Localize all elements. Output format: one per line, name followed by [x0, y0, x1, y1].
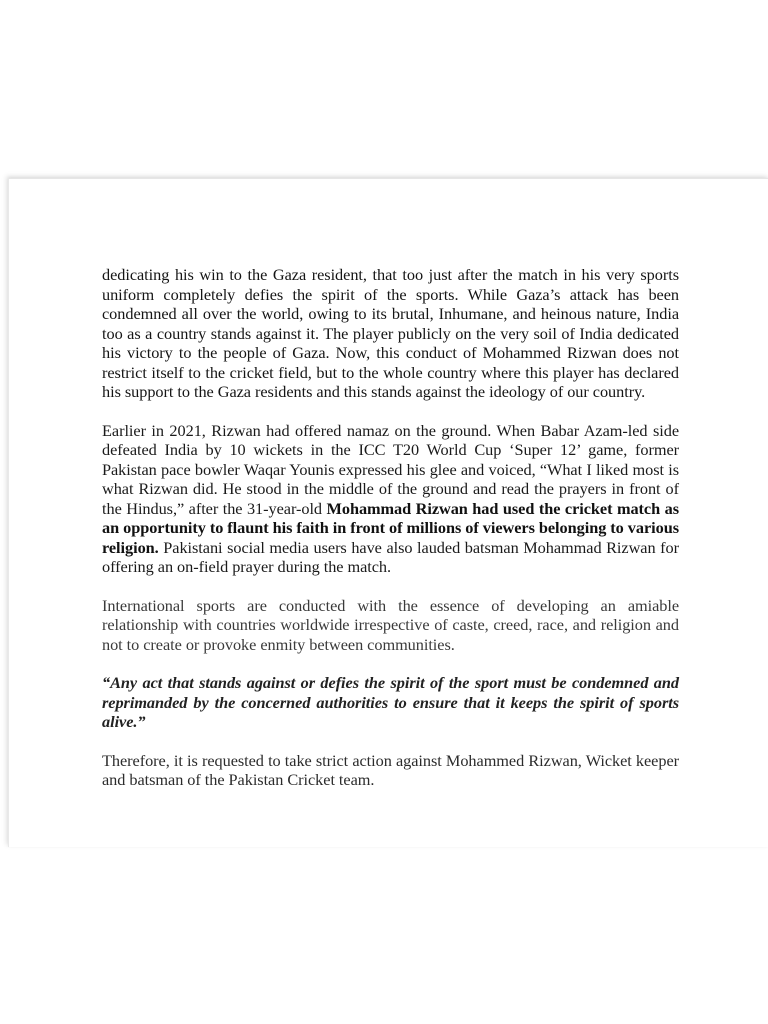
quote-spirit-of-sport: “Any act that stands against or defies the spirit of the sport must be condemned and reprimanded by the concerned authorities to ensure that it keeps the spirit of sports alive.”	[102, 673, 679, 731]
paragraph-namaz-emphasis: Mohammad Rizwan had used the cricket match as an opportunity to flaunt his faith in front of millions of viewers belonging to various religion.	[102, 498, 680, 557]
paragraph-namaz-incident	[102, 421, 679, 577]
paragraph-namaz-intro: Earlier in 2021, Rizwan had offered namaz on the ground. When Babar Azam-led side defeated India by 10 wickets in the ICC T20 World Cup ‘Super 12’ game, former Pakistan pace bowler Waqar Younis expressed his glee and voiced, “What I liked most is what Rizwan did. He stood in the middle of the ground and read the prayers in front of the Hindus,” after the 31-year-old	[102, 420, 679, 518]
document-page	[8, 178, 768, 847]
document-body	[102, 265, 679, 790]
paragraph-namaz-outro: Pakistani social media users have also lauded batsman Mohammad Rizwan for offering an on-field prayer during the match.	[102, 537, 679, 576]
paragraph-gaza-dedication: dedicating his win to the Gaza resident, that too just after the match in his very sports uniform completely defies the spirit of the sports. While Gaza’s attack has been condemned all over the world, owing to its brutal, Inhumane, and heinous nature, India too as a country stands against it. The player publicly on the very soil of India dedicated his victory to the people of Gaza. Now, this conduct of Mohammed Rizwan does not restrict itself to the cricket field, but to the whole country where this player has declared his support to the Gaza residents and this stands against the ideology of our country.	[102, 265, 679, 401]
paragraph-international-sports: International sports are conducted with the essence of developing an amiable relationship with countries worldwide irrespective of caste, creed, race, and religion and not to create or provoke enmity between communities.	[102, 595, 679, 654]
paragraph-request-action: Therefore, it is requested to take strict action against Mohammed Rizwan, Wicket keeper and batsman of the Pakistan Cricket team.	[102, 750, 679, 789]
